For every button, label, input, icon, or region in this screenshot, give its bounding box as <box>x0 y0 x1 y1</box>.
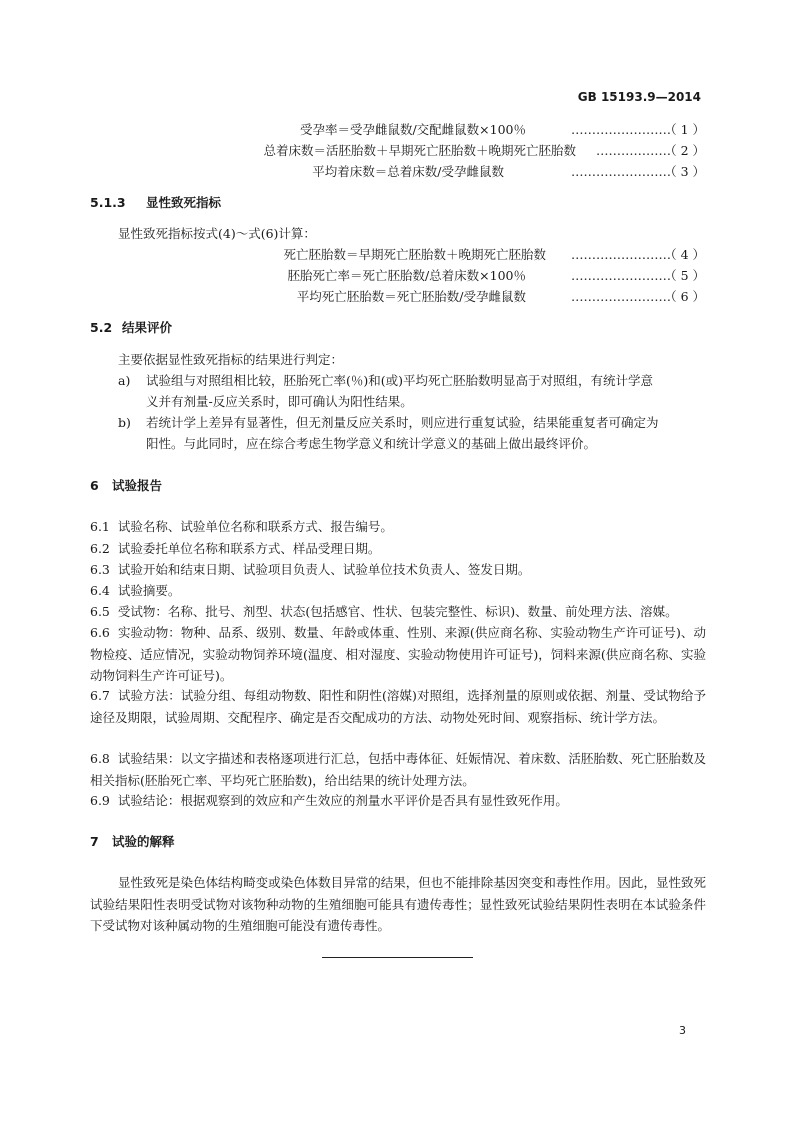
section-7-number: 7 <box>90 834 99 849</box>
section-7-paragraph: 显性致死是染色体结构畸变或染色体数目异常的结果，但也不能排除基因突变和毒性作用。因此，显性致死试验结果阳性表明受试物对该物种动物的生殖细胞可能具有遗传毒性；显性致死试验结果阴性表明在本试验条件下受试物对该种属动物的生殖细胞可能没有遗传毒性。 <box>90 875 706 933</box>
list-item-a-line-1: 试验组与对照组相比较，胚胎死亡率(％)和(或)平均死亡胚胎数明显高于对照组，有统计学意 <box>146 373 654 388</box>
formula-number-5: （ 5 ） <box>664 268 705 283</box>
leader-dots-3: …………………… <box>571 164 671 179</box>
section-6-number: 6 <box>90 478 99 493</box>
formula-number-3: （ 3 ） <box>664 164 705 179</box>
section-5-2-intro: 主要依据显性致死指标的结果进行判定： <box>118 352 344 367</box>
section-7-title: 试验的解释 <box>112 834 175 849</box>
clause-6-2: 6.2 试验委托单位名称和联系方式、样品受理日期。 <box>90 541 381 556</box>
clause-6-8: 6.8 试验结果：以文字描述和表格逐项进行汇总，包括中毒体征、妊娠情况、着床数、活胚胎数、死亡胚胎数及相关指标(胚胎死亡率、平均死亡胚胎数)，给出结果的统计处理方法。 <box>90 751 706 788</box>
clause-6-3: 6.3 试验开始和结束日期、试验项目负责人、试验单位技术负责人、签发日期。 <box>90 562 531 577</box>
list-item-b-label: b) <box>118 415 131 430</box>
page-number: 3 <box>679 1024 686 1037</box>
clause-6-6: 6.6 实验动物：物种、品系、级别、数量、年龄或体重、性别、来源(供应商名称、实验动物生产许可证号)、动物检疫、适应情况，实验动物饲养环境(温度、相对湿度、实验动物使用许可证号)，饲料来源(供应商名称、实验动物饲料生产许可证号)。 <box>90 625 706 683</box>
leader-dots-1: …………………… <box>571 122 671 137</box>
leader-dots-6: …………………… <box>571 289 671 304</box>
clause-6-9: 6.9 试验结论：根据观察到的效应和产生效应的剂量水平评价是否具有显性致死作用。 <box>90 793 568 808</box>
list-item-b-line-1: 若统计学上差异有显著性，但无剂量反应关系时，则应进行重复试验，结果能重复者可确定为 <box>146 415 659 430</box>
section-5-1-3-title: 显性致死指标 <box>146 195 222 210</box>
formula-4: 死亡胚胎数＝早期死亡胚胎数＋晚期死亡胚胎数 <box>283 247 546 262</box>
clause-6-4: 6.4 试验摘要。 <box>90 583 181 598</box>
document-id: GB 15193.9—2014 <box>577 90 701 104</box>
formula-number-1: （ 1 ） <box>664 122 705 137</box>
section-5-1-3-intro: 显性致死指标按式(4)～式(6)计算： <box>118 226 316 241</box>
clause-6-7: 6.7 试验方法：试验分组、每组动物数、阳性和阴性(溶媒)对照组，选择剂量的原则或依据、剂量、受试物给予途径及期限，试验周期、交配程序、确定是否交配成功的方法、动物处死时间、观察指标、统计学方法。 <box>90 688 706 725</box>
list-item-b-line-2: 阳性。与此同时，应在综合考虑生物学意义和统计学意义的基础上做出最终评价。 <box>146 436 597 451</box>
section-5-2-number: 5.2 <box>90 320 113 335</box>
list-item-a-label: a) <box>118 373 131 388</box>
leader-dots-4: …………………… <box>571 247 671 262</box>
formula-number-6: （ 6 ） <box>664 289 705 304</box>
formula-number-2: （ 2 ） <box>664 143 705 158</box>
formula-5: 胚胎死亡率＝死亡胚胎数/总着床数×100％ <box>287 268 526 283</box>
clause-6-5: 6.5 受试物：名称、批号、剂型、状态(包括感官、性状、包装完整性、标识)、数量、前处理方法、溶媒。 <box>90 604 678 619</box>
formula-3: 平均着床数＝总着床数/受孕雌鼠数 <box>312 164 504 179</box>
section-5-2-title: 结果评价 <box>122 320 173 335</box>
leader-dots-2: ……………… <box>596 143 671 158</box>
clause-6-1: 6.1 试验名称、试验单位名称和联系方式、报告编号。 <box>90 519 393 534</box>
formula-6: 平均死亡胚胎数＝死亡胚胎数/受孕雌鼠数 <box>296 289 526 304</box>
leader-dots-5: …………………… <box>571 268 671 283</box>
formula-number-4: （ 4 ） <box>664 247 705 262</box>
formula-1: 受孕率＝受孕雌鼠数/交配雌鼠数×100％ <box>299 122 526 137</box>
end-rule <box>322 957 473 958</box>
list-item-a-line-2: 义并有剂量-反应关系时，即可确认为阳性结果。 <box>146 394 413 409</box>
section-6-title: 试验报告 <box>112 478 163 493</box>
formula-2: 总着床数＝活胚胎数＋早期死亡胚胎数＋晚期死亡胚胎数 <box>263 143 576 158</box>
section-5-1-3-number: 5.1.3 <box>90 195 126 210</box>
